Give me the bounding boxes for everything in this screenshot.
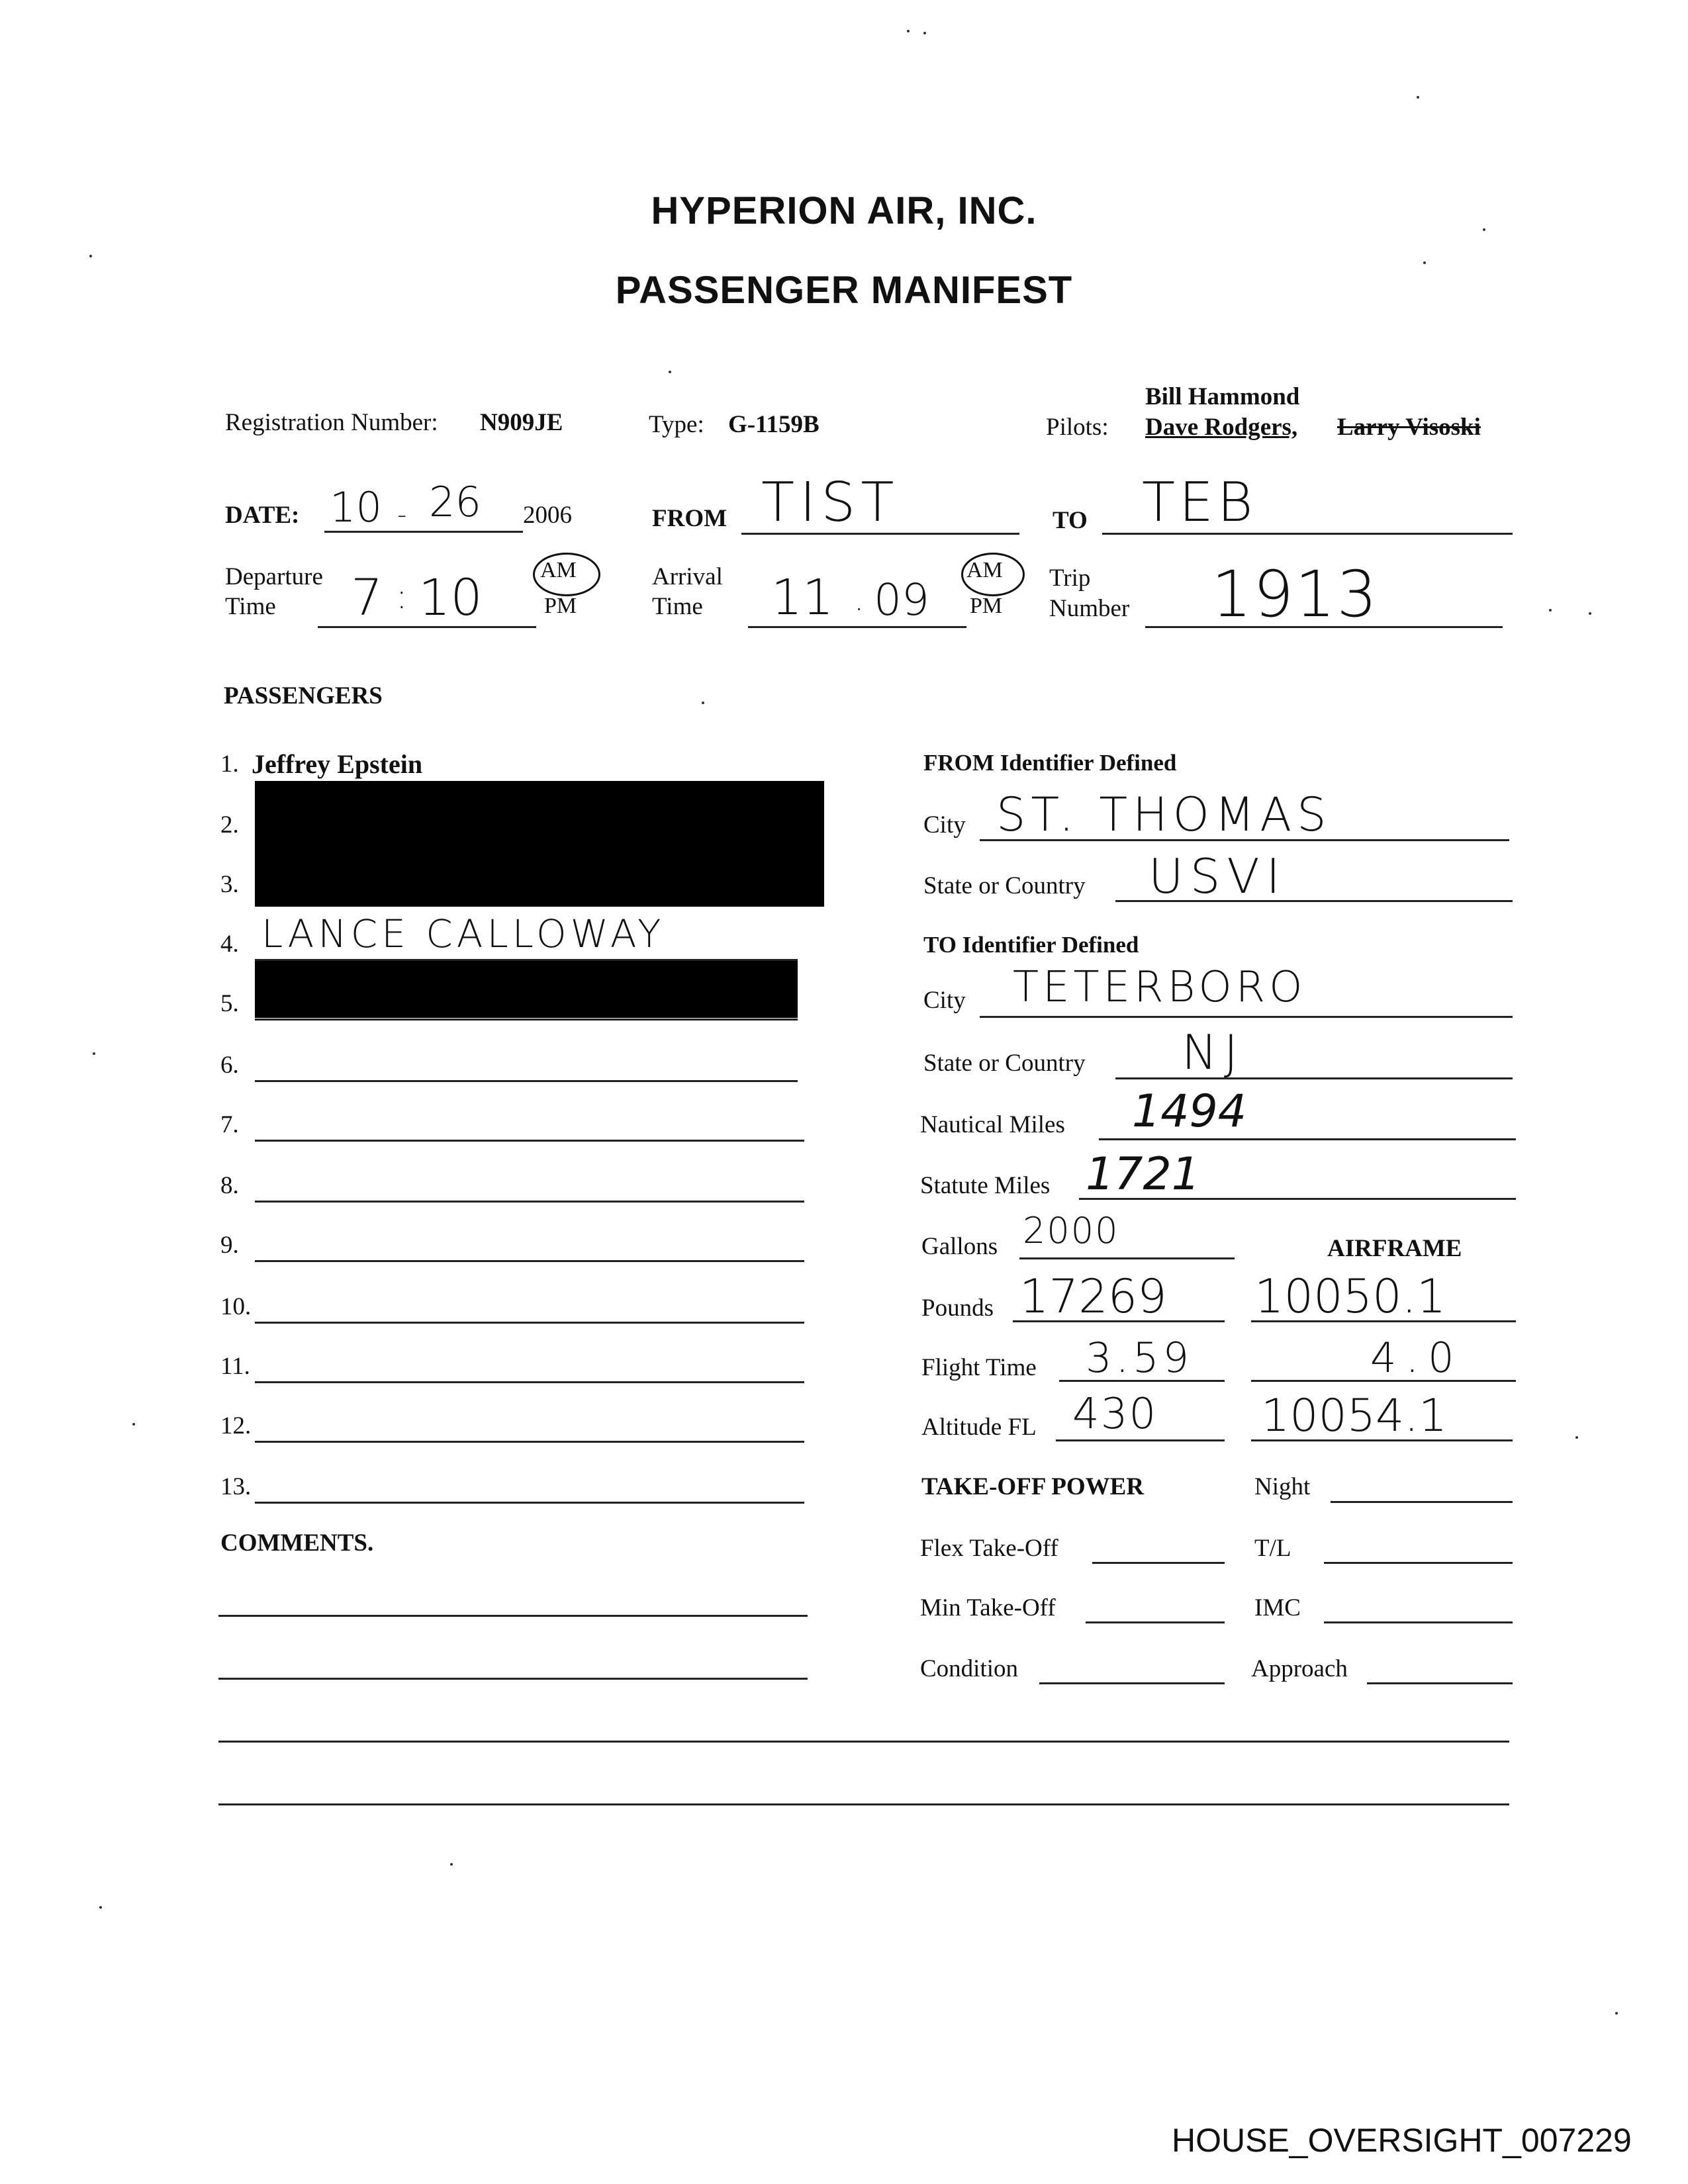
imc-label: IMC (1254, 1594, 1301, 1621)
passenger-name: Jeffrey Epstein (252, 749, 423, 779)
imc-line (1324, 1621, 1513, 1623)
to-city-line (980, 1016, 1513, 1018)
scan-speck (1615, 2012, 1618, 2015)
passenger-line (255, 1201, 804, 1203)
pounds: 17269 (1019, 1269, 1167, 1324)
pilot-bill-hammond: Bill Hammond (1145, 383, 1300, 410)
to-label: TO (1053, 507, 1088, 534)
scan-speck (93, 1052, 95, 1055)
trip-label: Trip (1049, 565, 1091, 592)
scan-speck (1589, 612, 1591, 615)
passengers-heading: PASSENGERS (224, 682, 383, 709)
date-label: DATE: (225, 502, 300, 529)
arrival-am: AM (966, 558, 1003, 582)
airframe-label: AIRFRAME (1327, 1235, 1462, 1262)
min-takeoff-label: Min Take-Off (920, 1594, 1056, 1621)
passenger-number: 4. (220, 931, 239, 958)
company-name: HYPERION AIR, INC. (651, 189, 1037, 232)
departure-hour: 7 (351, 568, 383, 627)
passenger-number: 2. (220, 811, 239, 839)
scan-speck (132, 1423, 135, 1426)
flex-takeoff-line (1092, 1562, 1225, 1564)
passenger-line (255, 1502, 804, 1504)
condition-label: Condition (920, 1655, 1019, 1682)
tl-line (1324, 1562, 1513, 1564)
departure-label: Departure (225, 563, 323, 590)
departure-pm: PM (544, 594, 577, 618)
night-label: Night (1254, 1473, 1311, 1500)
trip-label-number: Number (1049, 595, 1130, 622)
passenger-number: 9. (220, 1232, 239, 1259)
flight-time-label: Flight Time (921, 1354, 1037, 1381)
date-year: 2006 (523, 502, 572, 529)
nautical-miles: 1494 (1132, 1085, 1247, 1138)
gallons-label: Gallons (921, 1233, 998, 1260)
statute-miles: 1721 (1086, 1148, 1201, 1201)
departure-label-time: Time (225, 593, 276, 620)
altitude-line (1056, 1439, 1225, 1441)
to-code: TEB (1142, 471, 1257, 534)
document-title: PASSENGER MANIFEST (615, 269, 1073, 312)
scan-speck (99, 1906, 102, 1909)
passenger-line (255, 1381, 804, 1383)
comments-line-3 (218, 1741, 1509, 1743)
to-city: TETERBORO (1013, 963, 1307, 1012)
approach-label: Approach (1251, 1655, 1348, 1682)
arrival-min: 09 (874, 574, 929, 625)
flight-time: 3.59 (1086, 1334, 1194, 1382)
altitude-label: Altitude FL (921, 1414, 1037, 1441)
date-separator: - (397, 500, 407, 530)
nautical-miles-line (1099, 1138, 1516, 1140)
redaction-block-2-3 (255, 781, 824, 907)
passenger-number: 12. (220, 1412, 252, 1439)
arrival-label: Arrival (652, 563, 723, 590)
condition-line (1039, 1682, 1225, 1684)
passenger-number: 6. (220, 1052, 239, 1079)
scan-speck (923, 32, 926, 34)
type-label: Type: (649, 411, 704, 438)
comments-line-1 (218, 1615, 808, 1617)
passenger-number: 5. (220, 990, 239, 1017)
to-state: NJ (1182, 1024, 1245, 1080)
airframe-time: 4.0 (1370, 1334, 1464, 1382)
passenger-line (255, 1140, 804, 1142)
from-identifier-heading: FROM Identifier Defined (923, 750, 1177, 776)
scan-speck (669, 371, 671, 373)
comments-line-4 (218, 1803, 1509, 1805)
nautical-miles-label: Nautical Miles (920, 1111, 1065, 1138)
trip-number: 1913 (1211, 557, 1379, 631)
from-label: FROM (652, 505, 727, 532)
passenger-number: 11. (220, 1353, 250, 1380)
passenger-line (255, 1260, 804, 1262)
flex-takeoff-label: Flex Take-Off (920, 1535, 1058, 1562)
comments-line-2 (218, 1678, 808, 1680)
arrival-line (748, 626, 966, 628)
scan-speck (1423, 261, 1426, 264)
night-line (1331, 1501, 1513, 1503)
to-state-line (1115, 1077, 1513, 1079)
scan-speck (1483, 228, 1485, 231)
to-city-label: City (923, 987, 966, 1014)
redaction-block-5 (255, 961, 798, 1018)
gallons: 2000 (1023, 1210, 1119, 1251)
from-city: ST. THOMAS (996, 788, 1332, 842)
departure-colon: : (396, 577, 408, 617)
passenger-number: 3. (220, 871, 239, 898)
scan-speck (1417, 96, 1419, 99)
comments-heading: COMMENTS. (220, 1529, 374, 1557)
tl-label: T/L (1254, 1535, 1291, 1562)
arrival-label-time: Time (652, 593, 703, 620)
altitude: 430 (1072, 1390, 1158, 1439)
approach-line (1367, 1682, 1513, 1684)
from-state: USVI (1149, 848, 1287, 904)
to-state-label: State or Country (923, 1050, 1086, 1077)
arrival-colon: . (854, 581, 865, 618)
scan-speck (702, 702, 704, 704)
passenger-line (255, 1080, 798, 1082)
date-day: 26 (429, 478, 481, 526)
min-takeoff-line (1086, 1621, 1225, 1623)
date-month: 10 (330, 483, 382, 531)
registration-number: N909JE (480, 409, 563, 436)
registration-label: Registration Number: (225, 409, 438, 436)
pilot-struck: Larry Visoski (1337, 414, 1481, 441)
arrival-pm: PM (970, 594, 1003, 618)
scan-speck (1575, 1436, 1578, 1439)
passenger-name: LANCE CALLOWAY (261, 911, 665, 956)
passenger-number: 13. (220, 1473, 252, 1500)
scan-speck (1549, 609, 1552, 612)
airframe-end: 10054.1 (1261, 1390, 1448, 1442)
passenger-number: 8. (220, 1172, 239, 1199)
from-state-label: State or Country (923, 872, 1086, 899)
passenger-line (255, 1441, 804, 1443)
scan-speck (89, 255, 92, 257)
passenger-line (255, 1019, 798, 1021)
arrival-hour: 11 (771, 569, 834, 626)
from-code: TIST (761, 471, 900, 534)
bates-number: HOUSE_OVERSIGHT_007229 (1172, 2122, 1632, 2159)
passenger-number: 7. (220, 1111, 239, 1138)
pounds-label: Pounds (921, 1295, 994, 1322)
to-identifier-heading: TO Identifier Defined (923, 932, 1139, 958)
from-city-label: City (923, 811, 966, 839)
pilots-label: Pilots: (1046, 414, 1109, 441)
gallons-line (1019, 1257, 1235, 1259)
passenger-number: 1. (220, 751, 239, 778)
takeoff-power-heading: TAKE-OFF POWER (921, 1473, 1145, 1500)
passenger-line (255, 1322, 804, 1324)
airframe-start: 10050.1 (1254, 1269, 1446, 1324)
passenger-number: 10. (220, 1293, 252, 1320)
statute-miles-label: Statute Miles (920, 1172, 1051, 1199)
pilot-dave-rodgers: Dave Rodgers, (1145, 414, 1298, 441)
aircraft-type: G-1159B (728, 411, 820, 438)
departure-min: 10 (418, 568, 483, 627)
scan-speck (907, 30, 910, 32)
scan-speck (450, 1863, 453, 1866)
departure-am: AM (540, 558, 577, 582)
